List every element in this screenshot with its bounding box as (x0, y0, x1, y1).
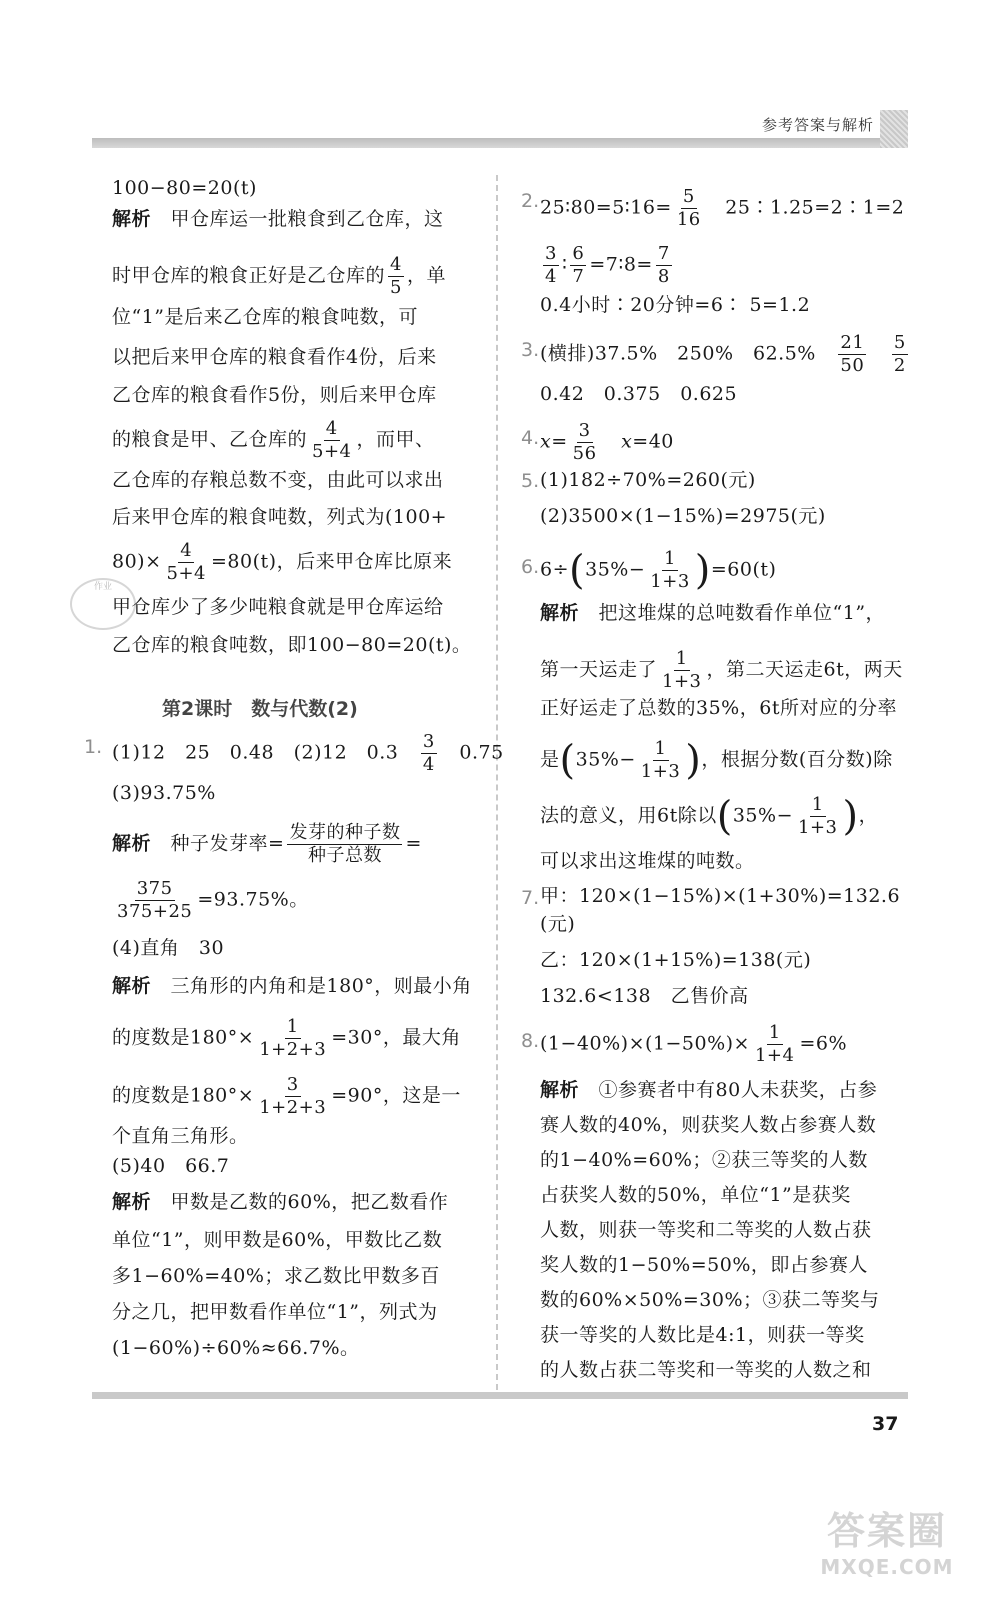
fraction: $\frac{1}{1+3}$ (650, 548, 690, 592)
analysis-6-line-6: 奖人数的1−50%=50%，即占参赛人 (540, 1254, 868, 1276)
question-number: 3. (521, 339, 540, 361)
analysis-3-line-1: 解析 三角形的内角和是180°，则最小角 (112, 975, 472, 997)
q7-line-4: 132.6<138 乙售价高 (540, 985, 749, 1007)
fraction: $\frac{21}{50}$ (840, 332, 865, 376)
q1-line-4: (4)直角 30 (112, 937, 225, 959)
watermark-site: MXQE.COM (820, 1555, 954, 1579)
question-number: 1. (84, 736, 103, 758)
analysis-6-line-2: 赛人数的40%，则获奖人数占参赛人数 (540, 1114, 877, 1136)
q2-line-2: $\frac{3}{4}$ ∶ $\frac{6}{7}$ =7∶8= $\frac{7}{8}$ (545, 243, 670, 287)
q5-line-1: (1)182÷70%=260(元) (540, 469, 756, 491)
question-number: 6. (521, 556, 540, 578)
fraction: $\frac{4}{5+4}$ (312, 418, 352, 462)
analysis-1-line-9: 80)× $\frac{4}{5+4}$ =80(t)，后来甲仓库比原来 (112, 540, 453, 584)
footer-rule (92, 1392, 908, 1399)
fraction: $\frac{6}{7}$ (572, 243, 585, 287)
page-number: 37 (872, 1413, 899, 1435)
question-number: 2. (521, 190, 540, 212)
analysis-1-line-6: 的粮食是甲、乙仓库的 $\frac{4}{5+4}$ ，而甲、 (112, 418, 435, 462)
q5-line-2: (2)3500×(1−15%)=2975(元) (540, 505, 826, 527)
analysis-6-line-9: 的人数占获二等奖和一等奖的人数之和 (540, 1359, 872, 1381)
fraction: $\frac{1}{1+4}$ (754, 1022, 795, 1066)
q8-line-1: (1−40%)×(1−50%)× $\frac{1}{1+4}$ =6% (540, 1022, 848, 1066)
analysis-5-line-1: 解析 把这堆煤的总吨数看作单位“1”， (540, 602, 886, 624)
q3-line-1: (横排)37.5% 250% 62.5% $\frac{21}{50}$ $\frac{5}{2}$ (540, 332, 906, 376)
q2-line-1: 25∶80=5∶16= $\frac{5}{16}$ 25∶1.25=2∶1=2 (540, 186, 905, 230)
q2-line-3: 0.4小时∶20分钟=6∶ 5=1.2 (540, 294, 811, 316)
analysis-1-line-11: 乙仓库的粮食吨数，即100−80=20(t)。 (112, 634, 472, 656)
analysis-6-line-1: 解析 ①参赛者中有80人未获奖，占参 (540, 1079, 878, 1101)
analysis-4-line-1: 解析 甲数是乙数的60%，把乙数看作 (112, 1191, 449, 1213)
analysis-4-line-3: 多1−60%=40%；求乙数比甲数多百 (112, 1265, 440, 1287)
fraction: $\frac{1}{1+2+3}$ (259, 1016, 327, 1060)
analysis-label: 解析 (112, 1191, 152, 1213)
question-number: 5. (521, 470, 540, 492)
analysis-label: 解析 (540, 1079, 580, 1101)
analysis-1-line-10: 甲仓库少了多少吨粮食就是甲仓库运给 (112, 596, 444, 618)
q6-line-1: 6÷(35%− $\frac{1}{1+3}$ )=60(t) (540, 547, 777, 594)
analysis-1-line-4: 以把后来甲仓库的粮食看作4份，后来 (112, 346, 437, 368)
fraction: $\frac{3}{4}$ (422, 731, 435, 775)
question-number: 8. (521, 1030, 540, 1052)
analysis-6-line-3: 的1−40%=60%；②获三等奖的人数 (540, 1149, 868, 1171)
q7-line-1: 甲：120×(1−15%)×(1+30%)=132.6 (540, 885, 901, 907)
analysis-5-line-4: 是(35%− $\frac{1}{1+3}$ )，根据分数(百分数)除 (540, 737, 893, 784)
analysis-5-line-6: 可以求出这堆煤的吨数。 (540, 850, 755, 872)
analysis-label: 解析 (112, 975, 152, 997)
fraction: $\frac{3}{56}$ (572, 420, 597, 464)
watermark-text: 答案圈 (826, 1509, 947, 1553)
question-number: 7. (521, 887, 540, 909)
analysis-label: 解析 (112, 832, 152, 855)
analysis-6-line-8: 获一等奖的人数比是4:1，则获一等奖 (540, 1324, 865, 1346)
fraction: $\frac{5}{16}$ (676, 186, 701, 230)
fraction: $\frac{3}{4}$ (545, 243, 557, 287)
analysis-3-line-2: 的度数是180°× $\frac{1}{1+2+3}$ =30°，最大角 (112, 1016, 461, 1060)
analysis-6-line-4: 占获奖人数的50%，单位“1”是获奖 (540, 1184, 851, 1206)
header-corner-block (880, 110, 908, 148)
analysis-1-line-3: 位“1”是后来乙仓库的粮食吨数，可 (112, 306, 419, 328)
question-number: 4. (521, 427, 540, 449)
analysis-label: 解析 (112, 208, 152, 230)
analysis-label: 解析 (540, 602, 580, 624)
q1-line-3: (3)93.75% (112, 782, 216, 804)
q3-line-2: 0.42 0.375 0.625 (540, 383, 738, 405)
q7-line-3: 乙：120×(1+15%)=138(元) (540, 949, 812, 971)
analysis-1-line-7: 乙仓库的存粮总数不变，由此可以求出 (112, 469, 444, 491)
analysis-1-line-2: 时甲仓库的粮食正好是乙仓库的 $\frac{4}{5}$ ，单 (112, 254, 446, 298)
analysis-6-line-5: 人数，则获一等奖和二等奖的人数占获 (540, 1219, 872, 1241)
analysis-5-line-3: 正好运走了总数的35%，6t所对应的分率 (540, 697, 897, 719)
stamp-seal: 作业 (70, 578, 136, 630)
analysis-4-line-2: 单位“1”，则甲数是60%，甲数比乙数 (112, 1229, 443, 1251)
analysis-3-line-3: 的度数是180°× $\frac{3}{1+2+3}$ =90°，这是一 (112, 1074, 461, 1118)
fraction: $\frac{\text{发芽的种子数}}{\text{种子总数}}$ (289, 822, 401, 866)
analysis-3-line-4: 个直角三角形。 (112, 1125, 249, 1147)
analysis-2-line-1: 解析 种子发芽率= $\frac{\text{发芽的种子数}}{\text{种子总数}}$ = (112, 822, 422, 866)
header-title: 参考答案与解析 (762, 116, 875, 134)
analysis-5-line-2: 第一天运走了 $\frac{1}{1+3}$ ，第二天运走6t，两天 (540, 648, 903, 692)
analysis-5-line-5: 法的意义，用6t除以(35%− $\frac{1}{1+3}$ )， (540, 793, 879, 840)
q1-line-1: (1)12 25 0.48 (2)12 0.3 $\frac{3}{4}$ 0.75 (112, 731, 504, 775)
fraction: $\frac{7}{8}$ (657, 243, 670, 287)
analysis-4-line-5: (1−60%)÷60%≈66.7%。 (112, 1337, 360, 1359)
fraction: $\frac{4}{5}$ (390, 254, 402, 298)
fraction: $\frac{1}{1+3}$ (798, 794, 838, 838)
fraction: $\frac{375}{375+25}$ (117, 878, 193, 922)
analysis-1-line-5: 乙仓库的粮食看作5份，则后来甲仓库 (112, 384, 437, 406)
fraction: $\frac{3}{1+2+3}$ (259, 1074, 327, 1118)
analysis-1-line-1: 解析 甲仓库运一批粮食到乙仓库，这 (112, 208, 444, 230)
analysis-6-line-7: 数的60%×50%=30%；③获二等奖与 (540, 1289, 880, 1311)
q4-line-1: x= $\frac{3}{56}$ x=40 (540, 420, 674, 464)
left-line-1: 100−80=20(t) (112, 177, 257, 199)
fraction: $\frac{5}{2}$ (893, 332, 906, 376)
header-rule (92, 138, 908, 148)
analysis-1-line-8: 后来甲仓库的粮食吨数，列式为(100+ (112, 506, 448, 528)
analysis-4-line-4: 分之几，把甲数看作单位“1”，列式为 (112, 1301, 438, 1323)
column-divider (496, 175, 498, 1390)
fraction: $\frac{1}{1+3}$ (662, 648, 702, 692)
q1-line-5: (5)40 66.7 (112, 1155, 230, 1177)
analysis-2-line-2: $\frac{375}{375+25}$ =93.75%。 (117, 878, 309, 922)
q7-line-2: (元) (540, 913, 576, 935)
fraction: $\frac{4}{5+4}$ (166, 540, 207, 584)
fraction: $\frac{1}{1+3}$ (640, 738, 681, 782)
watermark-logo (812, 1500, 962, 1579)
section-title: 第2课时 数与代数(2) (162, 698, 358, 720)
